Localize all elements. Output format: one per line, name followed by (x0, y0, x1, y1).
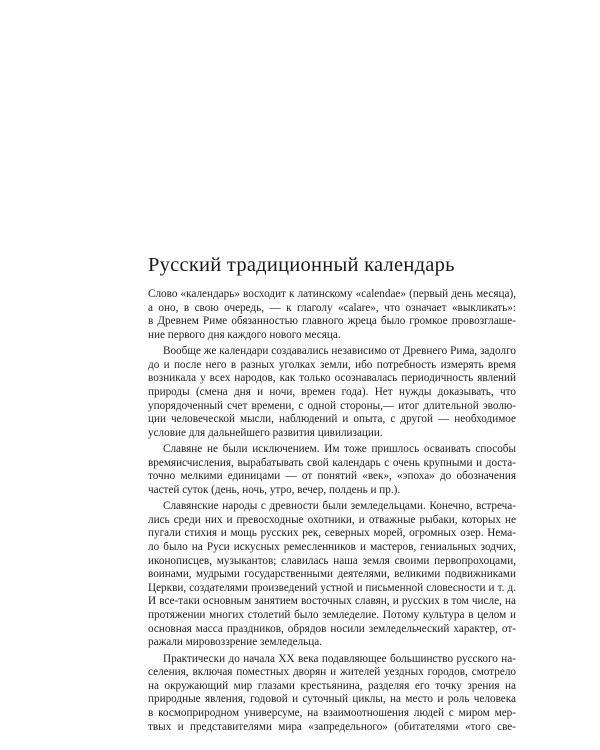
body-text (148, 288, 516, 737)
text-line: на окружающий мир глазами крестьянина, разделяя его точку зрения на (148, 679, 516, 692)
text-line: возникала у всех народов, как только осознавалась периодичность явлений (148, 372, 516, 385)
text-line: иконописцев, музыкантов; славилась наша земля своими первопрохоцами, (148, 554, 516, 567)
paragraph (148, 443, 516, 497)
text-line: в космоприродном универсуме, на взаимоотношения людей с миром мер- (148, 707, 516, 719)
paragraph (148, 345, 516, 440)
text-line: пугали стихия и мощь русских рек, северных морей, огромных озер. Нема- (148, 527, 516, 540)
text-line: ции человеческой мысли, наблюдений и опыта, с другой — необходимое (148, 413, 516, 426)
text-line: И все-таки основным занятием восточных славян, и русских в том числе, на (148, 595, 516, 608)
text-line: в Древнем Риме обязанностью главного жреца было громкое провозглаше- (148, 315, 516, 328)
text-line: времяисчисления, вырабатывать свой календарь с очень крупными и доста- (148, 456, 516, 469)
text-line: твых и представителями мира «запредельного» (обитателями «того све- (148, 720, 516, 733)
text-line: ло было на Руси искусных ремесленников и мастеров, гениальных зодчих, (148, 541, 516, 554)
text-line: условие для дальнейшего развития цивилизации. (148, 426, 383, 439)
chapter-title: Русский традиционный календарь (148, 254, 455, 276)
paragraph (148, 653, 516, 735)
text-line: Славянские народы с древности были земледельцами. Конечно, встреча- (163, 500, 516, 513)
text-line: до и после него в разных уголках земли, ибо потребность измерять время (148, 358, 516, 371)
text-line: упорядоченный счет времени, с одной стороны,— итог длительной эволю- (148, 399, 516, 412)
text-line: Вообще же календари создавались независимо от Древнего Рима, задолго (163, 345, 516, 358)
text-line: протяжении многих столетий было земледелие. Потому культура в целом и (148, 609, 516, 622)
text-line: точно мелкими единицами — от понятий «век», «эпоха» до обозначения (148, 470, 516, 483)
paragraph (148, 500, 516, 650)
text-line: лись среди них и превосходные охотники, и отважные рыбаки, которых не (148, 513, 516, 526)
text-line: природные явления, годовой и суточный циклы, на место и роль человека (148, 693, 516, 706)
text-line: Практически до начала XX века подавляющее большинство русского на- (163, 652, 516, 665)
text-line: ние первого дня каждого нового месяца. (148, 328, 341, 341)
text-line: а оно, в свою очередь, — к глаголу «calare», что означает «выкликать»: (148, 301, 516, 314)
text-line: природы (смена дня и ночи, времен года). Нет нужды доказывать, что (148, 385, 516, 398)
text-line: частей суток (день, ночь, утро, вечер, полдень и пр.). (148, 483, 401, 496)
text-line: воинами, мудрыми государственными деятелями, великими подвижниками (148, 568, 516, 581)
text-line: основная масса праздников, обрядов носили земледельческий характер, от- (148, 622, 516, 635)
text-line: Слово «календарь» восходит к латинскому «calendae» (первый день месяца), (148, 288, 516, 300)
text-line: Церкви, создателями произведений устной и письменной словесности и т. д. (148, 581, 516, 594)
text-line: селения, включая поместных дворян и жителей уездных городов, смотрело (148, 666, 516, 679)
text-line: Славяне не были исключением. Им тоже пришлось осваивать способы (163, 443, 516, 456)
paragraph (148, 288, 516, 342)
text-line: ражали мировоззрение земледельца. (148, 636, 323, 649)
